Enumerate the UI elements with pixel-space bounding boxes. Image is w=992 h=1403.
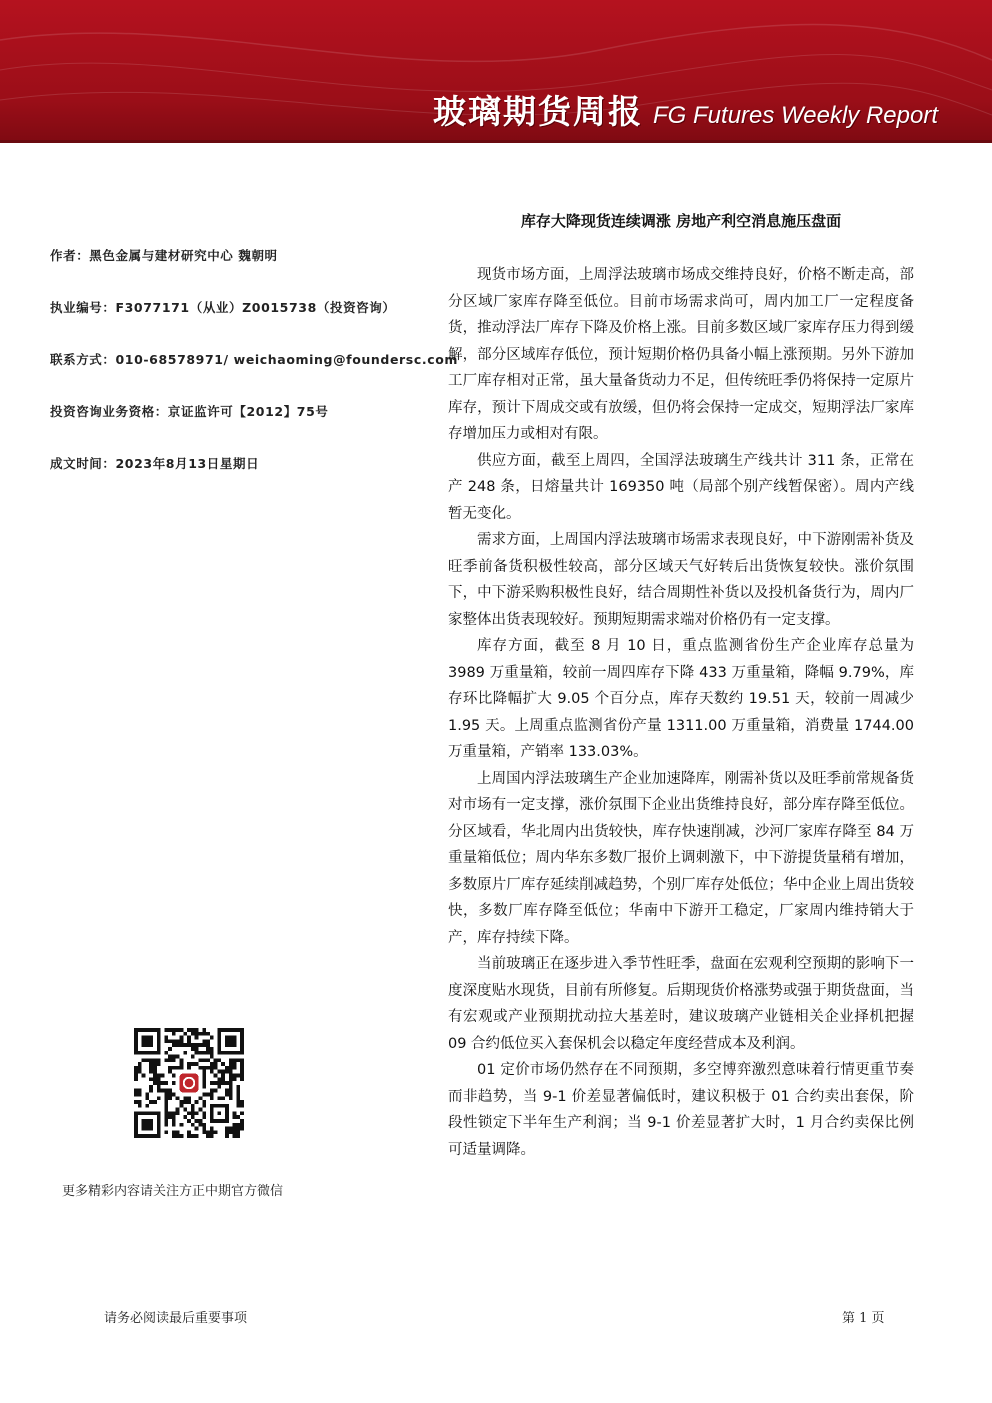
qr-caption: 更多精彩内容请关注方正中期官方微信 bbox=[62, 1184, 284, 1199]
footer-notice: 请务必阅读最后重要事项 bbox=[104, 1311, 248, 1326]
paragraph-spot-market: 现货市场方面，上周浮法玻璃市场成交维持良好，价格不断走高，部分区域厂家库存降至低位。目前市场需求尚可，周内加工厂一定程度备货，推动浮法厂库存下降及价格上涨。目前多数区域厂家库存压力得到缓解，部分区域库存低位，预计短期价格仍具备小幅上涨预期。另外下游加工厂库存相对正常，虽大量备货动力不足，但传统旺季仍将保持一定原片库存，预计下周成交或有放缓，但仍将会保持一定成交，短期浮法厂家库存增加压力或相对有限。 bbox=[448, 267, 914, 442]
paragraph-strategy: 当前玻璃正在逐步进入季节性旺季，盘面在宏观利空预期的影响下一度深度贴水现货，目前有所修复。后期现货价格涨势或强于期货盘面，当有宏观或产业预期扰动拉大基差时，建议玻璃产业链相关企业择机把握 09 合约低位买入套保机会以稳定年度经营成本及利润。 bbox=[448, 956, 914, 1052]
paragraph-regional: 上周国内浮法玻璃生产企业加速降库，刚需补货以及旺季前常规备货对市场有一定支撑，涨价氛围下企业出货维持良好，部分库存降至低位。分区域看，华北周内出货较快，库存快速削减，沙河厂家库存降至 84 万重量箱低位；周内华东多数厂报价上调刺激下，中下游提货量稍有增加，多数原片厂库存延续削减趋势，个别厂库存处低位；华中企业上周出货较快，多数厂库存降至低位；华南中下游开工稳定，厂家周内维持销大于产，库存持续下降。 bbox=[448, 770, 914, 946]
author-line: 作者：黑色金属与建材研究中心 魏朝明 bbox=[50, 248, 278, 263]
report-body bbox=[448, 262, 914, 1163]
wechat-qr-code[interactable] bbox=[134, 1028, 244, 1138]
header-banner bbox=[0, 0, 992, 142]
title-en: FG Futures Weekly Report bbox=[653, 102, 938, 129]
report-title: 库存大降现货连续调涨 房地产利空消息施压盘面 bbox=[520, 212, 842, 230]
banner-divider bbox=[0, 140, 992, 143]
page-number: 第 1 页 bbox=[842, 1311, 885, 1326]
paragraph-inventory: 库存方面，截至 8 月 10 日，重点监测省份生产企业库存总量为 3989 万重量箱，较前一周四库存下降 433 万重量箱，降幅 9.79%，库存环比降幅扩大 9.05 个百分点，库存天数约 19.51 天，较前一周减少 1.95 天。上周重点监测省份产量 1311.00 万重量箱，消费量 1744.00 万重量箱，产销率 133.03%。 bbox=[448, 638, 914, 760]
paragraph-supply: 供应方面，截至上周四，全国浮法玻璃生产线共计 311 条，正常在产 248 条，日熔量共计 169350 吨（局部个别产线暂保密）。周内产线暂无变化。 bbox=[448, 452, 914, 522]
contact-line: 联系方式：010-68578971/ weichaoming@foundersc.com bbox=[50, 352, 459, 367]
paragraph-demand: 需求方面，上周国内浮法玻璃市场需求表现良好，中下游刚需补货及旺季前备货积极性较高，部分区域天气好转后出货恢复较快。涨价氛围下，中下游采购积极性良好，结合周期性补货以及投机备货行为，周内厂家整体出货表现较好。预期短期需求端对价格仍有一定支撑。 bbox=[448, 532, 914, 628]
logo-mark bbox=[180, 1074, 199, 1093]
report-series-title bbox=[433, 86, 938, 133]
license-line: 执业编号：F3077171（从业）Z0015738（投资咨询） bbox=[50, 300, 396, 315]
paragraph-spread: 01 定价市场仍然存在不同预期，多空博弈激烈意味着行情更重节奏而非趋势，当 9-1 价差显著偏低时，建议积极于 01 合约卖出套保，阶段性锁定下半年生产利润；当 9-1 价差显著扩大时，1 月合约卖保比例可适量调降。 bbox=[448, 1062, 914, 1158]
title-cn: 玻璃期货周报 bbox=[433, 92, 644, 131]
qualification-line: 投资咨询业务资格：京证监许可【2012】75号 bbox=[50, 404, 329, 419]
date-line: 成文时间：2023年8月13日星期日 bbox=[50, 456, 260, 471]
